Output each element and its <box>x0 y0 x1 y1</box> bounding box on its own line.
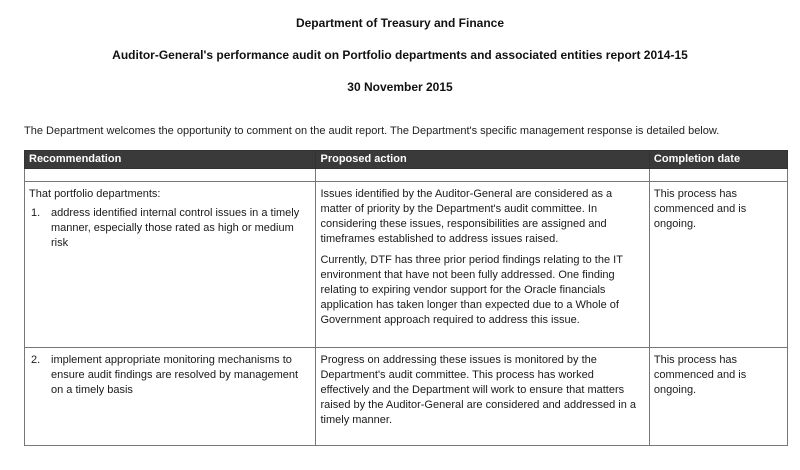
intro-paragraph: The Department welcomes the opportunity to comment on the audit report. The Department's specific management response is detailed below. <box>24 125 720 137</box>
table-header-row <box>25 151 788 169</box>
proposed-action-cell <box>316 348 649 446</box>
completion-date-cell: This process has commenced and is ongoing. <box>649 182 787 348</box>
recommendation-item <box>29 353 311 398</box>
spacer-cell <box>316 169 649 182</box>
recommendation-number: 1. <box>31 207 41 219</box>
report-title: Auditor-General's performance audit on Portfolio departments and associated entities report 2014-15 <box>112 48 688 62</box>
table-row <box>25 182 788 348</box>
recommendation-number: 2. <box>31 354 41 366</box>
recommendation-text: address identified internal control issues in a timely manner, especially those rated as high or medium risk <box>51 207 300 249</box>
table-spacer-row <box>25 169 788 182</box>
spacer-cell <box>649 169 787 182</box>
response-table <box>24 150 788 446</box>
recommendation-cell <box>25 182 316 348</box>
recommendation-cell <box>25 348 316 446</box>
report-date: 30 November 2015 <box>347 80 453 94</box>
department-title: Department of Treasury and Finance <box>295 16 505 30</box>
recommendation-lead: That portfolio departments: <box>29 188 161 200</box>
spacer-cell <box>25 169 316 182</box>
action-paragraph: Progress on addressing these issues is monitored by the Department's audit committee. This process has worked effectively and the Department will work to ensure that matters raised by the Auditor-General are considered and addressed in a timely manner. <box>320 354 637 426</box>
action-paragraph: Issues identified by the Auditor-General are considered as a matter of priority by the Department's audit committee. In considering these issues, responsibilities are assigned and timeframes established to address issues raised. <box>320 188 613 245</box>
table-row <box>25 348 788 446</box>
recommendation-text: implement appropriate monitoring mechanisms to ensure audit findings are resolved by management on a timely basis <box>51 354 299 396</box>
proposed-action-cell <box>316 182 649 348</box>
column-header-recommendation: Recommendation <box>25 151 316 169</box>
completion-date-cell: This process has commenced and is ongoing. <box>649 348 787 446</box>
column-header-proposed-action: Proposed action <box>316 151 649 169</box>
recommendation-item <box>29 206 311 251</box>
column-header-completion-date: Completion date <box>649 151 787 169</box>
action-paragraph: Currently, DTF has three prior period findings relating to the IT environment that have not been fully addressed. One finding relating to expiring vendor support for the Oracle financials application has taken longer than expected due to a Whole of Government approach required to address this issue. <box>320 254 623 326</box>
